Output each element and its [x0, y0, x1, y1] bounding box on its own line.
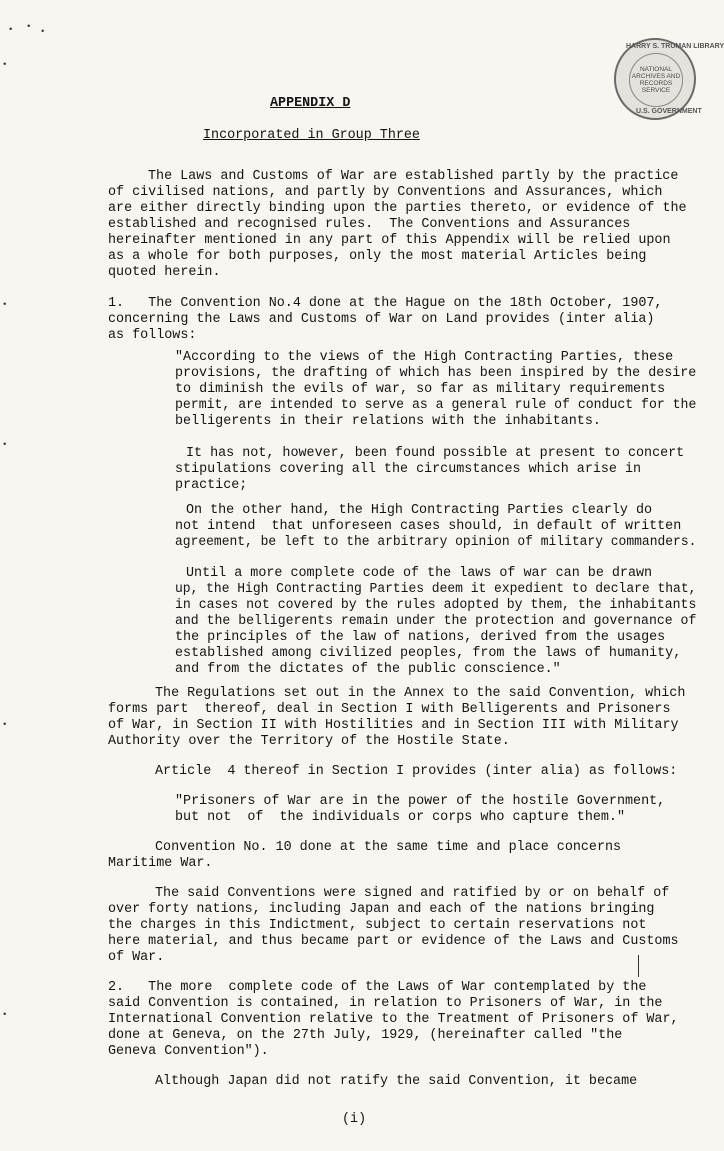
text-line: "According to the views of the High Contracting Parties, these — [175, 350, 674, 365]
margin-bar — [638, 955, 639, 977]
stamp-ring-top: HARRY S. TRUMAN LIBRARY — [626, 43, 724, 50]
text-line: agreement, be left to the arbitrary opinion of military commanders. — [175, 535, 697, 550]
margin-mark: • — [2, 440, 8, 450]
margin-mark: • — [2, 300, 8, 310]
text-line: of War. — [108, 950, 165, 965]
text-line: stipulations covering all the circumstances which arise in — [175, 462, 642, 477]
margin-mark: • — [2, 1010, 8, 1020]
text-line: The Laws and Customs of War are established partly by the practice — [148, 169, 679, 184]
text-line: done at Geneva, on the 27th July, 1929, (hereinafter called "the — [108, 1028, 623, 1043]
text-line: Maritime War. — [108, 856, 213, 871]
text-line: The said Conventions were signed and ratified by or on behalf of — [155, 886, 670, 901]
margin-mark: • — [40, 27, 46, 37]
margin-mark: • — [26, 22, 32, 32]
text-line: are either directly binding upon the parties thereto, or evidence of the — [108, 201, 687, 216]
text-line: permit, are intended to serve as a general rule of conduct for the — [175, 398, 697, 413]
text-line: up, the High Contracting Parties deem it expedient to declare that, — [175, 582, 697, 597]
stamp-line: SERVICE — [641, 87, 671, 94]
stamp-center — [629, 53, 683, 107]
text-line: Article 4 thereof in Section I provides (inter alia) as follows: — [155, 764, 678, 779]
margin-mark: • — [8, 25, 14, 35]
text-line: to diminish the evils of war, so far as military requirements — [175, 382, 666, 397]
text-line: established among civilized peoples, from the laws of humanity, — [175, 646, 682, 661]
text-line: Geneva Convention"). — [108, 1044, 269, 1059]
text-line: belligerents in their relations with the inhabitants. — [175, 414, 601, 429]
text-line: here material, and thus became part or evidence of the Laws and Customs — [108, 934, 679, 949]
text-line: and from the dictates of the public conscience." — [175, 662, 561, 677]
text-line: 1. The Convention No.4 done at the Hague on the 18th October, 1907, — [108, 296, 663, 311]
stamp-ring-bottom: U.S. GOVERNMENT — [636, 108, 702, 115]
text-line: said Convention is contained, in relation to Prisoners of War, in the — [108, 996, 663, 1011]
text-line: not intend that unforeseen cases should, in default of written — [175, 519, 682, 534]
text-line: of War, in Section II with Hostilities and in Section III with Military — [108, 718, 679, 733]
text-line: forms part thereof, deal in Section I with Belligerents and Prisoners — [108, 702, 671, 717]
text-line: "Prisoners of War are in the power of the hostile Government, — [175, 794, 666, 809]
text-line: but not of the individuals or corps who capture them." — [175, 810, 625, 825]
text-line: concerning the Laws and Customs of War on Land provides (inter alia) — [108, 312, 655, 327]
text-line: Authority over the Territory of the Hostile State. — [108, 734, 510, 749]
text-line: as a whole for both purposes, only the most material Articles being — [108, 249, 647, 264]
text-line: The Regulations set out in the Annex to the said Convention, which — [155, 686, 686, 701]
text-line: It has not, however, been found possible at present to concert — [186, 446, 685, 461]
text-line: Although Japan did not ratify the said Convention, it became — [155, 1074, 638, 1089]
text-line: Convention No. 10 done at the same time and place concerns — [155, 840, 622, 855]
text-line: Until a more complete code of the laws of war can be drawn — [186, 566, 653, 581]
stamp-line: RECORDS — [639, 80, 673, 87]
margin-mark: • — [2, 720, 8, 730]
page-number: (i) — [342, 1112, 367, 1127]
text-line: over forty nations, including Japan and each of the nations bringing — [108, 902, 655, 917]
text-line: as follows: — [108, 328, 197, 343]
margin-mark: • — [2, 60, 8, 70]
archive-stamp — [614, 38, 724, 120]
text-line: in cases not covered by the rules adopted by them, the inhabitants — [175, 598, 697, 613]
text-line: hereinafter mentioned in any part of this Appendix will be relied upon — [108, 233, 671, 248]
text-line: International Convention relative to the Treatment of Prisoners of War, — [108, 1012, 679, 1027]
text-line: provisions, the drafting of which has been inspired by the desire — [175, 366, 697, 381]
page-title: APPENDIX D — [270, 96, 351, 111]
text-line: On the other hand, the High Contracting Parties clearly do — [186, 503, 653, 518]
stamp-line: NATIONAL — [639, 66, 673, 73]
text-line: 2. The more complete code of the Laws of War contemplated by the — [108, 980, 647, 995]
text-line: practice; — [175, 478, 248, 493]
text-line: established and recognised rules. The Conventions and Assurances — [108, 217, 631, 232]
text-line: and the belligerents remain under the protection and governance of — [175, 614, 697, 629]
page-subtitle: Incorporated in Group Three — [203, 128, 420, 143]
text-line: quoted herein. — [108, 265, 221, 280]
stamp-line: ARCHIVES AND — [631, 73, 681, 80]
text-line: of civilised nations, and partly by Conventions and Assurances, which — [108, 185, 663, 200]
text-line: the charges in this Indictment, subject to certain reservations not — [108, 918, 647, 933]
text-line: the principles of the law of nations, derived from the usages — [175, 630, 666, 645]
